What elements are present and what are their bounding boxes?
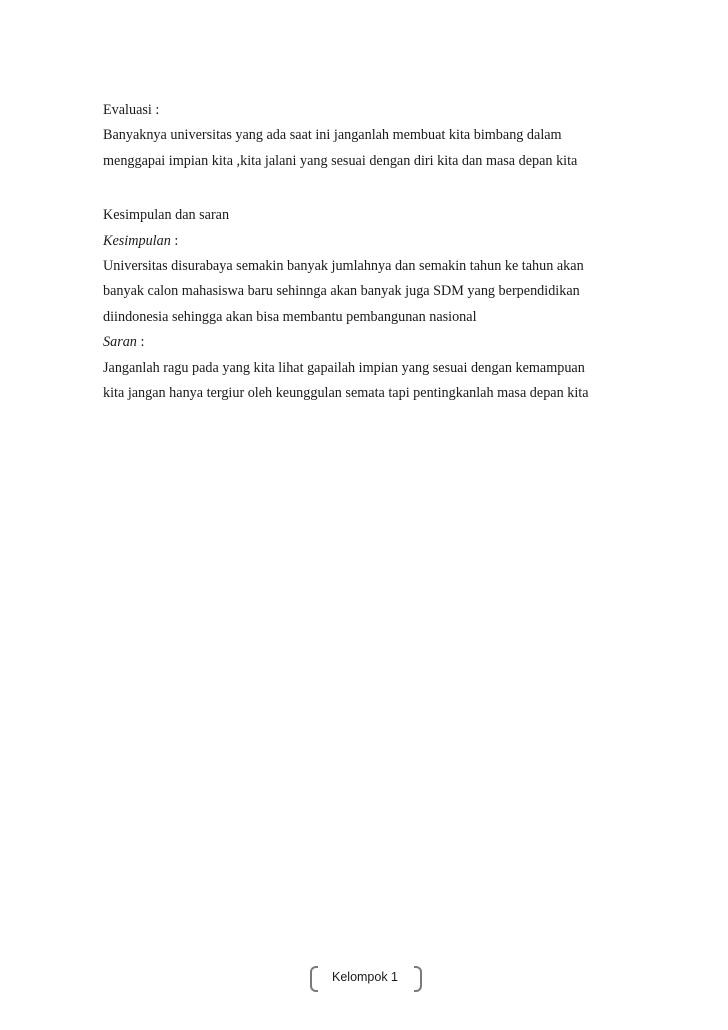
footer-label: Kelompok 1 — [332, 970, 399, 984]
suggestion-label: Saran — [103, 334, 137, 351]
conclusion-line: banyak calon mahasiswa baru sehinnga akan banyak juga SDM yang berpendidikan — [103, 283, 580, 300]
page-footer — [310, 962, 422, 998]
suggestion-line: Janganlah ragu pada yang kita lihat gapailah impian yang sesuai dengan kemampuan — [103, 359, 585, 376]
document-body — [103, 98, 643, 406]
paragraph-gap — [103, 174, 643, 203]
suggestion-label-line — [103, 330, 643, 355]
conclusion-line: diindonesia sehingga akan bisa membantu pembangunan nasional — [103, 308, 477, 325]
suggestion-line: kita jangan hanya tergiur oleh keunggulan semata tapi pentingkanlah masa depan kita — [103, 384, 589, 401]
evaluation-heading: Evaluasi : — [103, 102, 160, 118]
evaluation-line: Banyaknya universitas yang ada saat ini janganlah membuat kita bimbang dalam — [103, 127, 562, 144]
evaluation-line: menggapai impian kita ,kita jalani yang sesuai dengan diri kita dan masa depan kita — [103, 152, 578, 169]
conclusion-line: Universitas disurabaya semakin banyak jumlahnya dan semakin tahun ke tahun akan — [103, 257, 584, 274]
suggestion-label-suffix: : — [136, 334, 145, 351]
right-bracket-icon — [414, 966, 422, 992]
conclusion-label: Kesimpulan — [103, 232, 171, 249]
left-bracket-icon — [310, 966, 318, 992]
conclusion-label-suffix: : — [170, 232, 179, 249]
conclusion-label-line — [103, 229, 643, 254]
conclusion-section-heading: Kesimpulan dan saran — [103, 207, 230, 224]
